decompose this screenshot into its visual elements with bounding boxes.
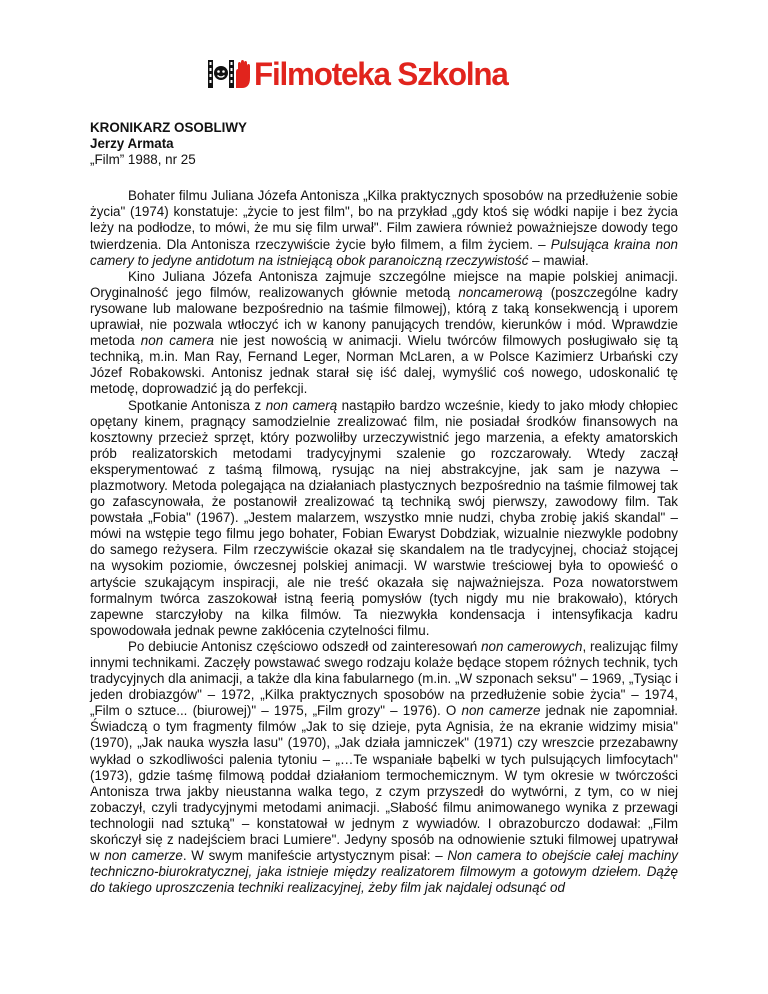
logo-text: Filmoteka Szkolna xyxy=(254,56,508,92)
italic-run: non camerze xyxy=(461,703,541,719)
film-reel-hand-icon xyxy=(206,58,252,90)
italic-run: Pulsująca kraina non camery to jedyne antidotum na istniejącą obok paranoiczną rzeczywistość xyxy=(90,236,678,268)
article-title: KRONIKARZ OSOBLIWY xyxy=(90,120,247,135)
text-run: . W swym manifeście artystycznym pisał: – xyxy=(182,848,448,864)
text-run: Po debiucie Antonisz częściowo odszedł od zainteresowań xyxy=(128,638,482,654)
text-run: Spotkanie Antonisza z xyxy=(128,397,266,413)
text-run: nie jest nowością w animacji. Wielu twórców filmowych posługiwało się tą techniką, m.in. Man Ray, Fernand Leger, Norman McLaren, a w Polsce Kazimierz Urbański czy Józef Robakowski. Antonisz jednak starał się iść dalej, wymyślić coś nowego, udoskonalić tę metodę, doprowadzić ją do perfekcji. xyxy=(90,333,678,397)
text-run: Kino Juliana Józefa Antonisza zajmuje szczególne miejsce na mapie polskiej animacji. Oryginalność jego filmów, realizowanych głównie metodą xyxy=(90,268,678,300)
italic-run: noncamerową xyxy=(458,284,543,300)
article-body xyxy=(90,188,678,896)
article-source: „Film” 1988, nr 25 xyxy=(90,152,196,168)
paragraph-3 xyxy=(90,398,678,639)
paragraph-4 xyxy=(90,639,678,897)
text-run: jednak nie zapomniał. Świadczą o tym fragmenty filmów „Jak to się dzieje, pyta Agnisia, że na ekranie widzimy misia" (1970), „Jak nauka wyszła lasu" (1970), „Jak działa jamniczek" (1971) czy wreszcie przezabawny wykład o szkodliwości palenia tytoniu – „…Te wspaniałe bąbelki w tych pulsujących limfocytach" (1973), gdzie taśmę filmową poddał działaniom termochemicznym. W tym okresie w twórczości Antonisza trwa jakby nieustanna walka tego, z czym przyszedł do wytwórni, z tym, co w niej zobaczył, czyli tradycyjnymi metodami animacji. „Słabość filmu animowanego wynika z przewagi technologii nad sztuką" – konstatował w jednym z wywiadów. I obrazoburczo dodawał: „Film skończył się z nadejściem braci Lumiere". Jedyny sposób na odnowienie sztuki filmowej upatrywał w xyxy=(90,703,679,864)
italic-run: non camerą xyxy=(265,397,338,413)
italic-run: non camerze xyxy=(104,848,183,864)
document xyxy=(90,120,678,896)
italic-run: non camerowych xyxy=(481,638,583,654)
paragraph-2 xyxy=(90,269,678,398)
paragraph-1 xyxy=(90,188,678,268)
text-run: – mawiał. xyxy=(528,252,589,268)
article-author: Jerzy Armata xyxy=(90,136,174,152)
italic-run: non camera xyxy=(140,333,214,349)
article-header xyxy=(90,120,678,168)
filmoteka-logo xyxy=(206,58,513,90)
text-run: Bohater filmu Juliana Józefa Antonisza „Kilka praktycznych sposobów na przedłużenie sobie życia" (1974) konstatuje: „życie to jest film", bo na przykład „gdy ktoś się wódki napije i bez życia leży na podłodze, to mówi, że mu się film urwał". Film zawiera również poważniejsze dowody tego twierdzenia. Dla Antonisza rzeczywiście życie było filmem, a film życiem. – xyxy=(90,188,678,252)
italic-run: Non camera to obejście całej machiny techniczno-biurokratycznej, jaka istnieje między realizatorem filmowym a gotowym dziełem. Dążę do takiego uproszczenia techniki realizacyjnej, żeby film jak najdalej odsunąć od xyxy=(90,848,678,896)
text-run: nastąpiło bardzo wcześnie, kiedy to jako młody chłopiec opętany kinem, pragnący samodzielnie zrealizować film, nie posiadał środków finansowych na kosztowny przecież sprzęt, który pozwoliłby urzeczywistnić jego marzenia, a efekty amatorskich prób realizatorskich metodami tradycyjnymi szalenie go rozczarowały. Wtedy zaczął eksperymentować z taśmą filmową, rysując na niej abstrakcyjne, jak sam je nazywa – plazmotwory. Metoda polegająca na działaniach plastycznych bezpośrednio na taśmie filmowej tak go zafascynowała, że postanowił zrealizować tą techniką swój pierwszy, zawodowy film. Tak powstała „Fobia" (1967). „Jestem malarzem, wszystko mnie nudzi, chyba zrobię jakiś skandal" – mówi na wstępie tego filmu jego bohater, Fobian Ewaryst Dobdziak, wizualnie niezwykle podobny do samego reżysera. Film rzeczywiście okazał się skandalem na tle tradycyjnej, chociaż stojącej na wysokim poziomie, ówczesnej polskiej animacji. W warstwie treściowej była to opowieść o artyście szukającym inspiracji, ale nie treść okazała się najważniejsza. Poza nowatorstwem formalnym twórca zaszokował istną feerią pomysłów (tych nigdy mu nie brakowało), których zapewne starczyłoby na kilka filmów. Ta niezwykła kondensacja i intensyfikacja kadru spowodowała jednak pewne zakłócenia czytelności filmu. xyxy=(90,397,678,638)
text-run: (poszczególne kadry rysowane lub malowane bezpośrednio na taśmie filmowej), którą z taką konsekwencją i uporem uprawiał, nie pozwala wtłoczyć ich w kanony panujących trendów, kierunków i mód. Wprawdzie metoda xyxy=(90,284,679,349)
text-run: , realizując filmy innymi technikami. Zaczęły powstawać swego rodzaju kolaże będące stopem różnych technik, tych tradycyjnych dla animacji, a także dla kina fabularnego (m.in. „W szponach seksu" – 1969, „Tysiąc i jeden drobiazgów" – 1972, „Kilka praktycznych sposobów na przedłużenie sobie życia" – 1974, „Film o sztuce... (biurowej)" – 1975, „Film grozy" – 1976). O xyxy=(90,638,678,719)
